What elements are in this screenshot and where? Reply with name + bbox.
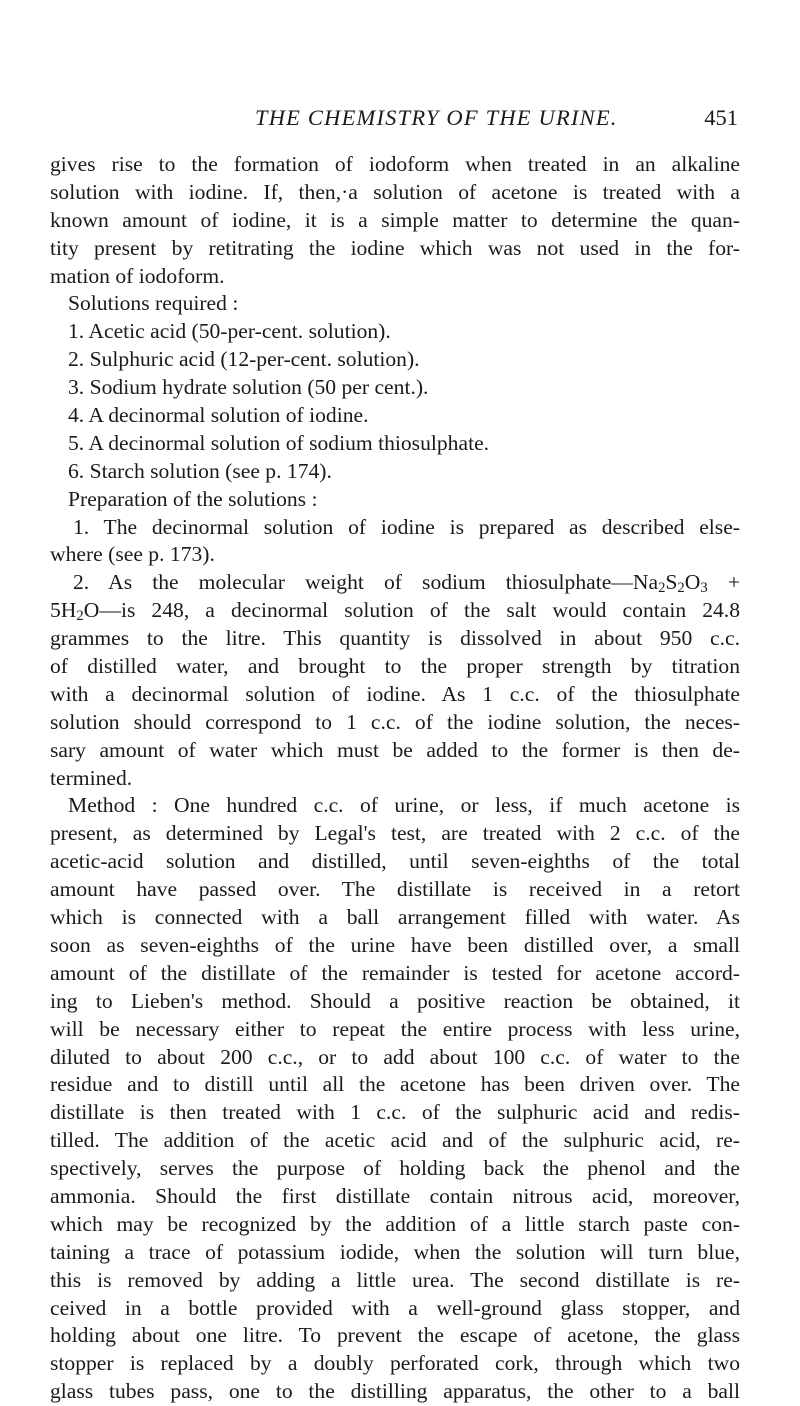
list-item: 5. A decinormal solution of sodium thiosulphate. — [68, 430, 490, 455]
text-line: termined. — [50, 765, 133, 790]
page-number: 451 — [704, 105, 738, 130]
text-line: taining a trace of potassium iodide, when the solution will turn blue, — [50, 1239, 740, 1264]
text-line: present, as determined by Legal's test, are treated with 2 c.c. of the — [50, 821, 740, 846]
text-line: amount of the distillate of the remainder is tested for acetone accord- — [50, 960, 740, 985]
body-text — [50, 151, 740, 1406]
text-line: solution with iodine. If, then,·a solution of acetone is treated with a — [50, 179, 740, 204]
text-line: soon as seven-eighths of the urine have been distilled over, a small — [50, 932, 740, 957]
text-line: solution should correspond to 1 c.c. of the iodine solution, the neces- — [50, 709, 740, 734]
text-fragment: + — [707, 570, 740, 595]
subscript: 3 — [700, 580, 708, 597]
subscript: 2 — [677, 580, 685, 597]
list-item: 4. A decinormal solution of iodine. — [68, 403, 369, 428]
text-line: gives rise to the formation of iodoform when treated in an alkaline — [50, 152, 740, 176]
text-line: will be necessary either to repeat the entire process with less urine, — [50, 1016, 740, 1041]
book-page — [50, 0, 740, 1404]
text-fragment: 2. As the molecular weight of sodium thiosulphate—Na — [73, 570, 659, 595]
text-line: with a decinormal solution of iodine. As 1 c.c. of the thiosulphate — [50, 681, 740, 706]
text-line: glass tubes pass, one to the distilling apparatus, the other to a ball — [50, 1379, 740, 1404]
text-line: diluted to about 200 c.c., or to add about 100 c.c. of water to the — [50, 1044, 740, 1069]
text-line: Method : One hundred c.c. of urine, or less, if much acetone is — [68, 793, 740, 818]
text-line: known amount of iodine, it is a simple matter to determine the quan- — [50, 207, 740, 232]
formula-line — [50, 569, 740, 597]
text-line: which is connected with a ball arrangement filled with water. As — [50, 905, 740, 930]
text-fragment: 5H — [50, 598, 77, 623]
text-line: ing to Lieben's method. Should a positive reaction be obtained, it — [50, 988, 740, 1013]
text-line: amount have passed over. The distillate is received in a retort — [50, 877, 740, 902]
text-line: which may be recognized by the addition of a little starch paste con- — [50, 1211, 740, 1236]
text-line: ceived in a bottle provided with a well-ground glass stopper, and — [50, 1295, 740, 1320]
text-line: of distilled water, and brought to the proper strength by titration — [50, 654, 740, 679]
running-head — [50, 105, 740, 135]
text-fragment: S — [665, 570, 678, 595]
text-line: Solutions required : — [68, 291, 239, 316]
text-line: tity present by retitrating the iodine which was not used in the for- — [50, 235, 740, 260]
text-line: residue and to distill until all the acetone has been driven over. The — [50, 1072, 740, 1097]
subscript: 2 — [658, 580, 666, 597]
text-line: grammes to the litre. This quantity is dissolved in about 950 c.c. — [50, 626, 740, 651]
text-line: ammonia. Should the first distillate contain nitrous acid, moreover, — [50, 1183, 740, 1208]
text-line: tilled. The addition of the acetic acid and of the sulphuric acid, re- — [50, 1128, 740, 1153]
list-item: 2. Sulphuric acid (12-per-cent. solution). — [68, 347, 420, 372]
text-line: Preparation of the solutions : — [68, 486, 318, 511]
running-title: THE CHEMISTRY OF THE URINE. — [255, 105, 618, 130]
list-item: 6. Starch solution (see p. 174). — [68, 458, 332, 483]
subscript: 2 — [76, 608, 84, 625]
text-fragment: O — [684, 570, 701, 595]
text-line: holding about one litre. To prevent the escape of acetone, the glass — [50, 1323, 740, 1348]
list-item: 3. Sodium hydrate solution (50 per cent.). — [68, 375, 429, 400]
text-line: acetic-acid solution and distilled, until seven-eighths of the total — [50, 849, 740, 874]
text-line: 1. The decinormal solution of iodine is prepared as described else- — [73, 514, 740, 539]
list-item: 1. Acetic acid (50-per-cent. solution). — [68, 319, 391, 344]
text-line: this is removed by adding a little urea. The second distillate is re- — [50, 1267, 740, 1292]
text-line: where (see p. 173). — [50, 542, 215, 567]
text-line: distillate is then treated with 1 c.c. of the sulphuric acid and redis- — [50, 1100, 740, 1125]
text-fragment: O—is 248, a decinormal solution of the salt would contain 24.8 — [83, 598, 740, 623]
text-line: sary amount of water which must be added to the former is then de- — [50, 737, 740, 762]
formula-line — [50, 597, 740, 625]
text-line: mation of iodoform. — [50, 263, 225, 288]
text-line: spectively, serves the purpose of holding back the phenol and the — [50, 1156, 740, 1181]
text-line: stopper is replaced by a doubly perforated cork, through which two — [50, 1351, 740, 1376]
